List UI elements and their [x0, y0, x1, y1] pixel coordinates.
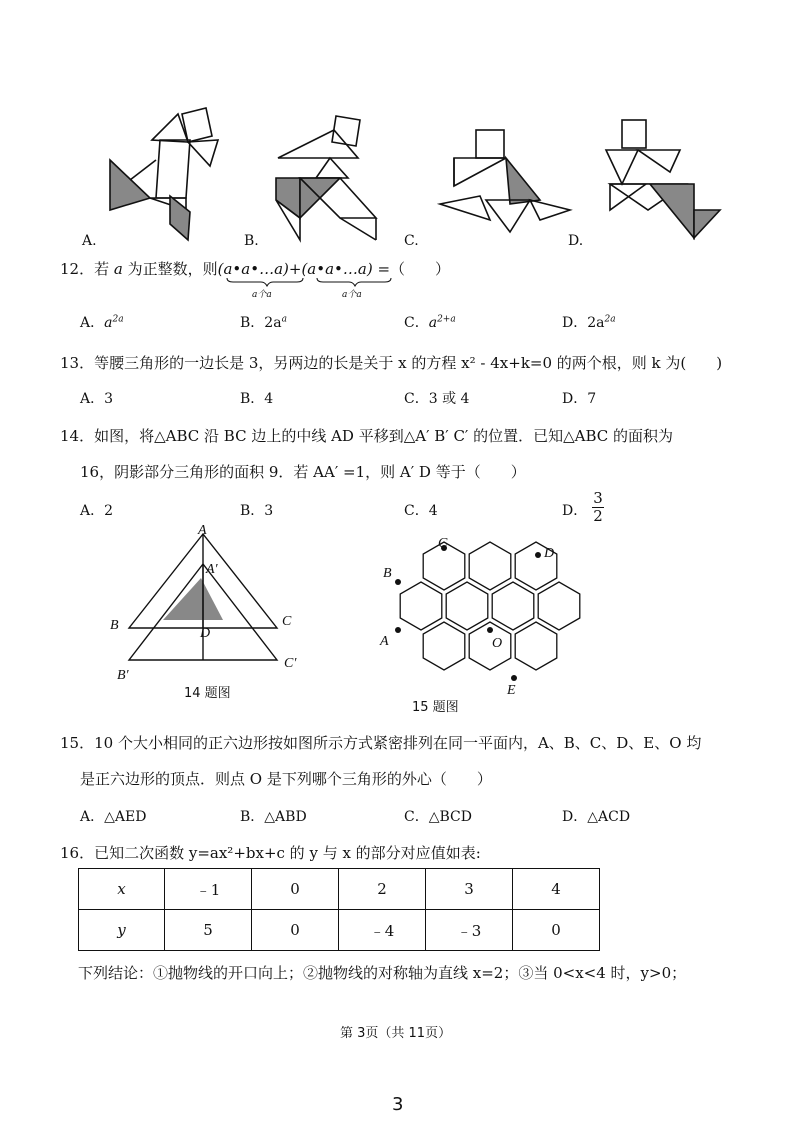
fig14-point-a: A: [198, 523, 207, 538]
table-cell: y: [79, 910, 165, 951]
q12-text-mid: 为正整数，则: [127, 260, 218, 278]
table-cell: 5: [165, 910, 252, 951]
tangram-figure-b: [276, 116, 376, 240]
q16-value-table: [78, 868, 600, 951]
question-14-line-2: 16，阴影部分三角形的面积 9．若 AA′ =1，则 A′ D 等于（ ）: [80, 463, 526, 481]
fig15-point-c: C: [438, 536, 448, 551]
fig15-point-d: D: [544, 546, 555, 561]
table-cell: x: [79, 869, 165, 910]
q12-option-c-sup: 2+a: [437, 314, 456, 325]
q12-option-b-label: B．: [240, 315, 265, 331]
q12-option-d-base: 2a: [587, 315, 605, 331]
table-cell: ﹣3: [426, 910, 513, 951]
table-cell: 0: [252, 869, 339, 910]
q12-group-1: (a•a•…a): [217, 260, 289, 278]
q12-group-2: (a•a•…a): [301, 260, 373, 278]
fig14-point-b-prime: B′: [117, 668, 129, 683]
hexagon-4: [400, 582, 442, 630]
question-15-line-2: 是正六边形的顶点．则点 O 是下列哪个三角形的外心（ ）: [80, 770, 492, 788]
q14-option-d[interactable]: [562, 500, 587, 520]
hexagon-2: [469, 542, 511, 590]
question-14-line-1: 14．如图，将△ABC 沿 BC 边上的中线 AD 平移到△A′ B′ C′ 的位置．已知△ABC 的面积为: [60, 427, 674, 445]
question-16: 16．已知二次函数 y=ax²+bx+c 的 y 与 x 的部分对应值如表:: [60, 844, 481, 862]
figure-14-caption: 14 题图: [184, 686, 231, 701]
hexagon-6: [492, 582, 534, 630]
q12-plus: +: [288, 260, 302, 278]
q12-option-b-sup: a: [281, 314, 287, 325]
q12-number: 12．: [60, 260, 95, 278]
figure-15: [360, 530, 590, 690]
figure-14: [105, 520, 305, 690]
q13-option-c[interactable]: C．3 或 4: [404, 391, 470, 407]
q13-option-d[interactable]: D．7: [562, 391, 597, 407]
tangram-label-d: D.: [568, 233, 584, 249]
q14-fraction-numerator: 3: [593, 489, 603, 507]
q12-underbraces: [225, 276, 395, 288]
q15-option-c[interactable]: C．△BCD: [404, 809, 472, 825]
tangram-label-a: A.: [82, 233, 97, 249]
hexagon-8: [423, 622, 465, 670]
fig14-point-d: D: [200, 626, 211, 641]
tangram-figure-d: [606, 120, 720, 238]
q14-option-d-label: D．: [562, 503, 588, 519]
q12-tail: =（ ）: [377, 260, 451, 278]
q12-under-label-2: a个a: [342, 290, 362, 300]
question-13: 13．等腰三角形的一边长是 3，另两边的长是关于 x 的方程 x² - 4x+k=0 的两个根，则 k 为( ): [60, 354, 723, 372]
table-row: [79, 910, 600, 951]
q15-option-d[interactable]: D．△ACD: [562, 809, 631, 825]
fig15-point-o: O: [492, 636, 503, 651]
tangram-label-b: B.: [244, 233, 259, 249]
q15-option-a[interactable]: A．△AED: [80, 809, 147, 825]
fig14-point-a-prime: A′: [206, 562, 218, 577]
table-cell: 2: [339, 869, 426, 910]
table-cell: ﹣1: [165, 869, 252, 910]
page-number: 3: [392, 1094, 404, 1115]
q12-option-a[interactable]: [80, 312, 124, 332]
q12-option-d-sup: 2a: [604, 314, 616, 325]
question-15-line-1: 15．10 个大小相同的正六边形按如图所示方式紧密排列在同一平面内，A、B、C、D、E、O 均: [60, 734, 702, 752]
hexagon-5: [446, 582, 488, 630]
q12-text-pre: 若: [94, 260, 110, 278]
q14-fraction-denominator: 2: [593, 507, 603, 525]
q12-option-b-base: 2a: [264, 315, 282, 331]
fig15-point-a: A: [380, 634, 389, 649]
q12-option-c-label: C．: [404, 315, 429, 331]
table-row: [79, 869, 600, 910]
q12-under-label-1: a个a: [252, 290, 272, 300]
figure-15-caption: 15 题图: [412, 700, 459, 715]
q16-conclusions: 下列结论：①抛物线的开口向上；②抛物线的对称轴为直线 x=2；③当 0<x<4 时，y>0；: [78, 964, 687, 982]
q14-option-a[interactable]: A．2: [80, 503, 114, 519]
table-cell: 4: [513, 869, 600, 910]
tangram-label-c: C.: [404, 233, 419, 249]
q14-option-d-fraction: [592, 490, 604, 525]
table-cell: 3: [426, 869, 513, 910]
fig14-point-c: C: [282, 614, 292, 629]
page-footer: 第 3页（共 11页）: [340, 1026, 452, 1041]
fig15-point-b: B: [383, 566, 392, 581]
q15-option-b[interactable]: B．△ABD: [240, 809, 307, 825]
q12-option-a-base: a: [104, 315, 113, 331]
q12-option-a-label: A．: [80, 315, 105, 331]
q12-var-a: a: [113, 260, 123, 278]
q12-option-a-sup: 2a: [112, 314, 124, 325]
hexagon-10: [515, 622, 557, 670]
q14-option-c[interactable]: C．4: [404, 503, 438, 519]
tangram-figure-c: [440, 130, 570, 232]
tangram-figure-a: [110, 108, 218, 240]
fig14-point-c-prime: C′: [284, 656, 297, 671]
q12-option-c-base: a: [428, 315, 438, 331]
fig15-point-e: E: [507, 683, 516, 698]
fig14-point-b: B: [110, 618, 119, 633]
hexagon-7: [538, 582, 580, 630]
q12-option-d[interactable]: [562, 312, 616, 332]
table-cell: 0: [513, 910, 600, 951]
q12-option-c[interactable]: [404, 312, 456, 332]
q13-option-a[interactable]: A．3: [80, 391, 114, 407]
table-cell: 0: [252, 910, 339, 951]
q12-option-b[interactable]: [240, 312, 287, 332]
q12-option-d-label: D．: [562, 315, 588, 331]
tangram-figures: [90, 100, 740, 250]
q13-option-b[interactable]: B．4: [240, 391, 274, 407]
table-cell: ﹣4: [339, 910, 426, 951]
q14-option-b[interactable]: B．3: [240, 503, 274, 519]
